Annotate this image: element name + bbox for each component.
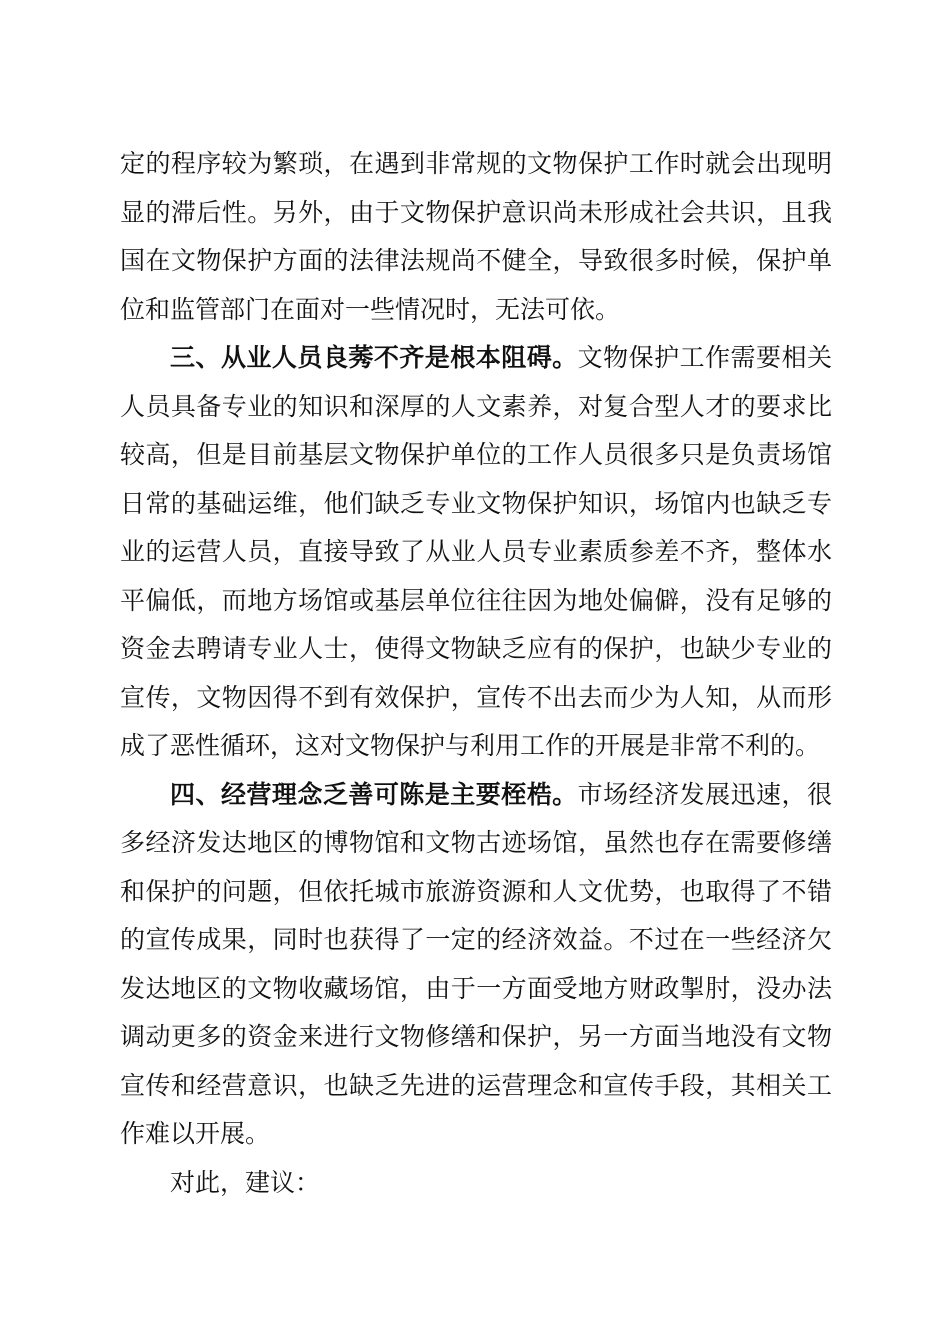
closing-line: 对此，建议： <box>170 1167 321 1197</box>
section-four-paragraph <box>120 771 832 1159</box>
section-four-heading: 四、经营理念乏善可陈是主要桎梏。 <box>170 779 578 809</box>
section-three-heading: 三、从业人员良莠不齐是根本阻碍。 <box>170 343 578 372</box>
document-body <box>120 140 832 1207</box>
section-four-body: 市场经济发展迅速，很多经济发达地区的博物馆和文物古迹场馆，虽然也存在需要修缮和保护的问题，但依托城市旅游资源和人文优势，也取得了不错的宣传成果，同时也获得了一定的经济效益。不过在一些经济欠发达地区的文物收藏场馆，由于一方面受地方财政掣肘，没办法调动更多的资金来进行文物修缮和保护，另一方面当地没有文物宣传和经营意识，也缺乏先进的运营理念和宣传手段，其相关工作难以开展。 <box>120 779 832 1148</box>
section-three-paragraph <box>120 334 832 771</box>
section-three-body: 文物保护工作需要相关人员具备专业的知识和深厚的人文素养，对复合型人才的要求比较高，但是目前基层文物保护单位的工作人员很多只是负责场馆日常的基础运维，他们缺乏专业文物保护知识，场馆内也缺乏专业的运营人员，直接导致了从业人员专业素质参差不齐，整体水平偏低，而地方场馆或基层单位往往因为地处偏僻，没有足够的资金去聘请专业人士，使得文物缺乏应有的保护，也缺少专业的宣传，文物因得不到有效保护，宣传不出去而少为人知，从而形成了恶性循环，这对文物保护与利用工作的开展是非常不利的。 <box>120 343 832 760</box>
paragraph-continuation: 定的程序较为繁琐，在遇到非常规的文物保护工作时就会出现明显的滞后性。另外，由于文物保护意识尚未形成社会共识，且我国在文物保护方面的法律法规尚不健全，导致很多时候，保护单位和监管部门在面对一些情况时，无法可依。 <box>120 149 832 324</box>
